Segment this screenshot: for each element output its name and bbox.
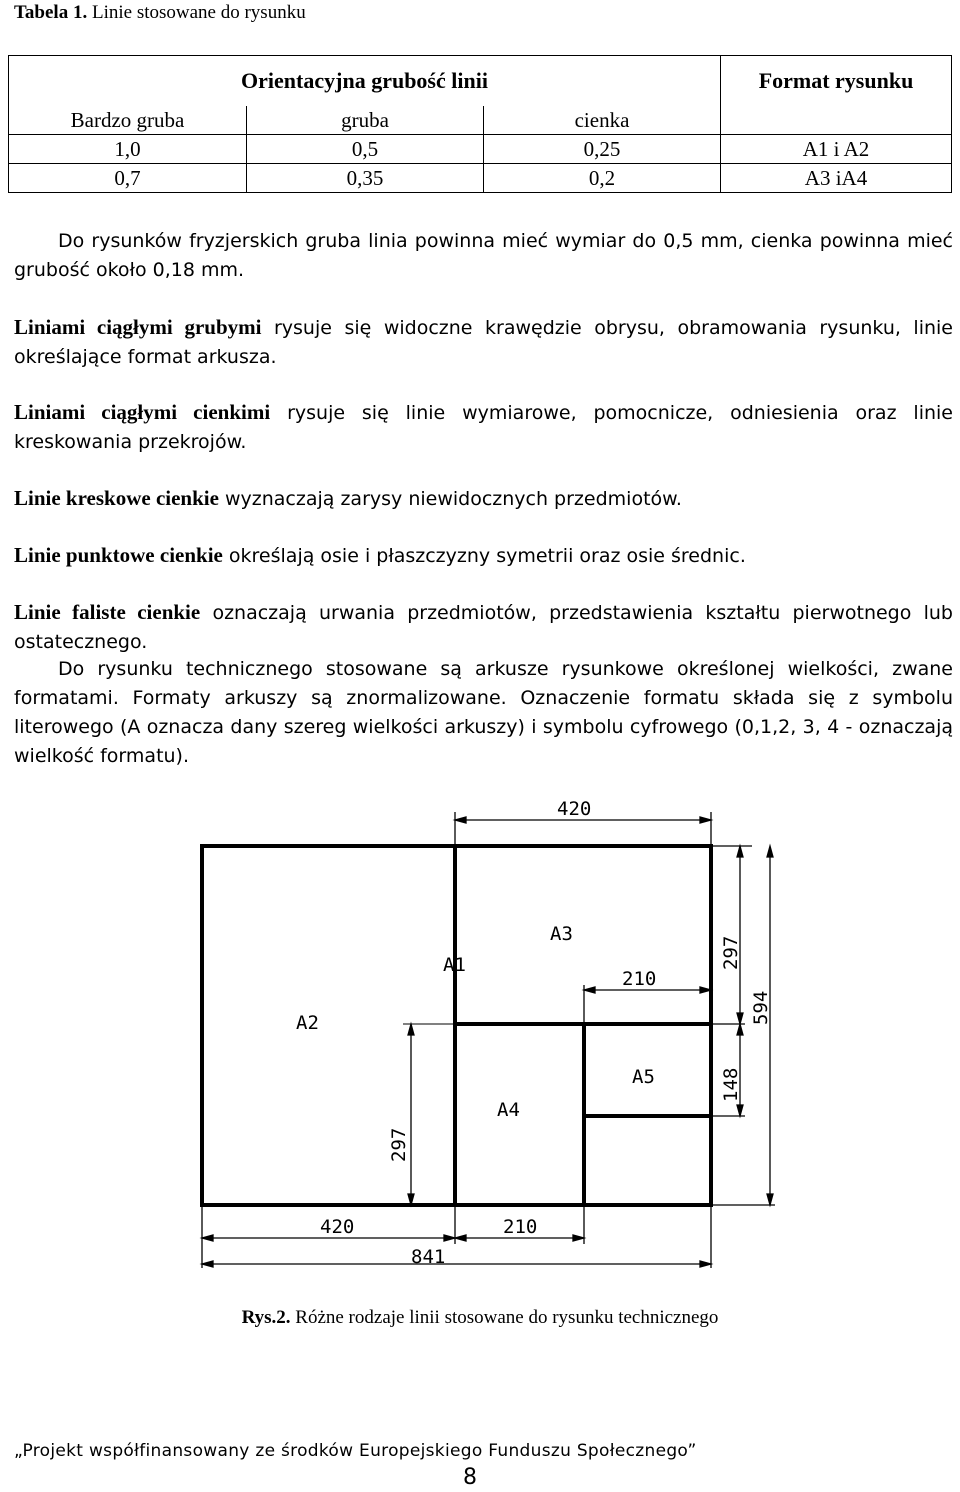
- paragraph-line-widths: Do rysunków fryzjerskich gruba linia powinna mieć wymiar do 0,5 mm, cienka powinna mieć grubość około 0,18 mm.: [14, 230, 953, 281]
- label-a3: A3: [550, 923, 573, 945]
- line-thickness-table: [8, 55, 952, 193]
- dim-210-bottom: 210: [503, 1216, 538, 1238]
- subheader-thin: cienka: [484, 106, 721, 135]
- text-dashed-lines: wyznaczają zarysy niewidocznych przedmiotów.: [218, 488, 682, 510]
- term-wavy-lines: Linie faliste cienkie: [14, 600, 201, 624]
- text-dotted-lines: określają osie i płaszczyzny symetrii oraz osie średnic.: [222, 545, 746, 567]
- figure-caption-label: Rys.2.: [241, 1307, 291, 1328]
- table-row: [9, 164, 952, 193]
- table-caption-text: Linie stosowane do rysunku: [87, 2, 306, 23]
- header-thickness: Orientacyjna grubość linii: [9, 56, 721, 107]
- paragraph-formats: Do rysunku technicznego stosowane są arkusze rysunkowe określonej wielkości, zwane formatami. Formaty arkuszy są znormalizowane. Oznaczenie formatu składa się z symbolu literowego (A oznacza dany szereg wielkości arkuszy) i symbolu cyfrowego (0,1,2, 3, 4 - oznaczają wielkość formatu).: [14, 658, 953, 767]
- page-number: 8: [463, 1465, 477, 1490]
- paragraph-thick-lines: [14, 313, 953, 372]
- dim-420-bottom: 420: [320, 1216, 355, 1238]
- paragraph-thin-lines: [14, 398, 953, 457]
- text-thin-lines: rysuje się linie wymiarowe, pomocnicze, odniesienia oraz linie kreskowania przekrojów.: [14, 402, 953, 453]
- table-cell: 0,25: [484, 135, 721, 164]
- table-cell: 0,7: [9, 164, 247, 193]
- figure-caption-text: Różne rodzaje linii stosowane do rysunku technicznego: [290, 1307, 719, 1328]
- footer-project-note: „Projekt współfinansowany ze środków Europejskiego Funduszu Społecznego”: [14, 1441, 697, 1461]
- table-row: [9, 135, 952, 164]
- term-thick-lines: Liniami ciągłymi grubymi: [14, 315, 262, 339]
- paper-formats-diagram: [0, 780, 960, 1300]
- term-thin-lines: Liniami ciągłymi cienkimi: [14, 400, 271, 424]
- table-cell: A3 iA4: [721, 164, 952, 193]
- figure-caption: [0, 1307, 960, 1329]
- text-wavy-lines: oznaczają urwania przedmiotów, przedstawienia kształtu pierwotnego lub ostatecznego.: [14, 602, 953, 653]
- term-dotted-lines: Linie punktowe cienkie: [14, 543, 223, 567]
- dim-841: 841: [411, 1246, 446, 1268]
- label-a5: A5: [632, 1066, 655, 1088]
- label-a4: A4: [497, 1099, 520, 1121]
- dim-148: 148: [720, 1067, 742, 1102]
- table-cell: 0,2: [484, 164, 721, 193]
- dim-594: 594: [750, 990, 772, 1025]
- table-cell: 0,5: [247, 135, 484, 164]
- dim-297-right: 297: [720, 935, 742, 970]
- table-cell: 1,0: [9, 135, 247, 164]
- paragraph-dashed-lines: [14, 484, 953, 514]
- table-cell: 0,35: [247, 164, 484, 193]
- label-a2: A2: [296, 1012, 319, 1034]
- subheader-very-thick: Bardzo gruba: [9, 106, 247, 135]
- text-thick-lines: rysuje się widoczne krawędzie obrysu, obramowania rysunku, linie określające format arkusza.: [14, 317, 953, 368]
- table-caption-label: Tabela 1.: [14, 2, 88, 23]
- dim-420-top: 420: [557, 798, 592, 820]
- label-a1: A1: [443, 954, 466, 976]
- subheader-thick: gruba: [247, 106, 484, 135]
- table-cell: A1 i A2: [721, 135, 952, 164]
- paragraph-wavy-lines: [14, 598, 953, 657]
- table-caption: [14, 2, 306, 24]
- term-dashed-lines: Linie kreskowe cienkie: [14, 486, 219, 510]
- dim-210-top: 210: [622, 968, 657, 990]
- header-format: Format rysunku: [721, 56, 952, 107]
- paragraph-dotted-lines: [14, 541, 953, 571]
- dim-297-left: 297: [388, 1127, 410, 1162]
- subheader-format-empty: [721, 106, 952, 135]
